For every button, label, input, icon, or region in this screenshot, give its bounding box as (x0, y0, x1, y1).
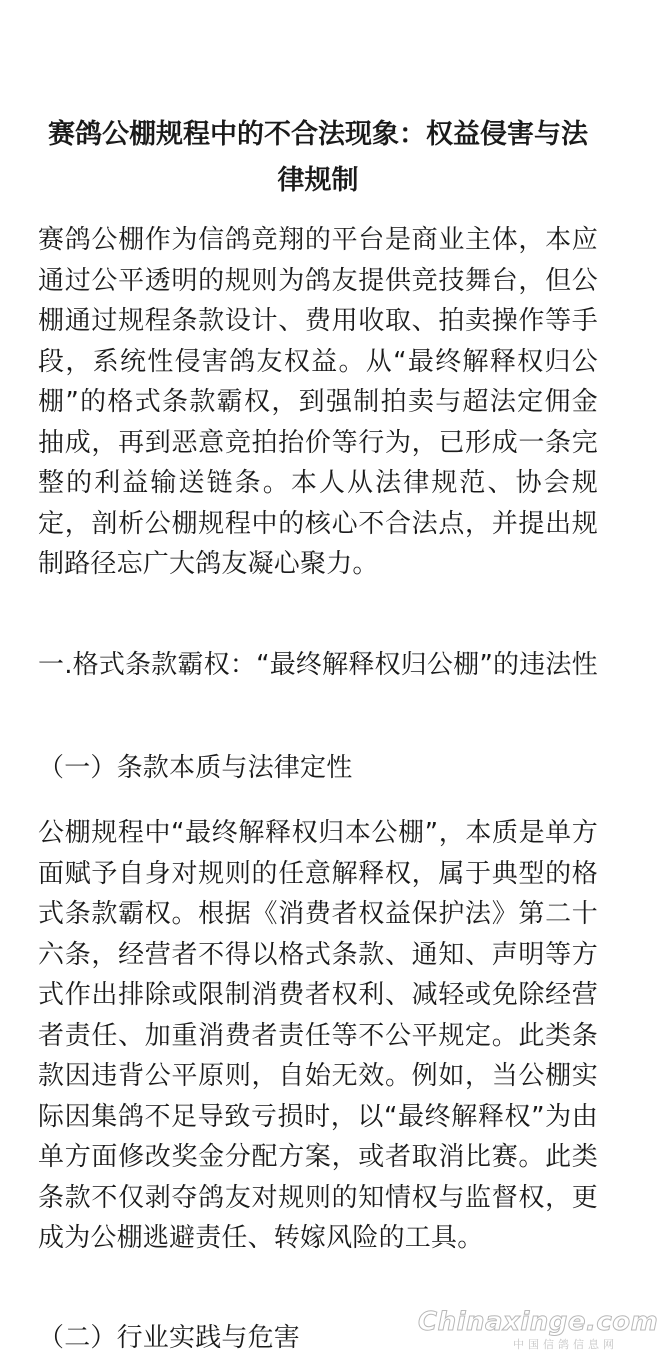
subsection-body: 公棚规程中“最终解释权归本公棚”，本质是单方面赋予自身对规则的任意解释权，属于典型的格式条款霸权。根据《消费者权益保护法》第二十六条，经营者不得以格式条款、通知、声明等方式作出排除或限制消费者权利、减轻或免除经营者责任、加重消费者责任等不公平规定。此类条款因违背公平原则，自始无效。例如，当公棚实际因集鸽不足导致亏损时，以“最终解释权”为由单方面修改奖金分配方案，或者取消比赛。此类条款不仅剥夺鸽友对规则的知情权与监督权，更成为公棚逃避责任、转嫁风险的工具。 (38, 818, 598, 1253)
subsection-heading: （一）条款本质与法律定性 (38, 753, 353, 783)
article-title: 赛鸽公棚规程中的不合法现象：权益侵害与法律规制 (48, 119, 588, 196)
subsection-heading-2: （二）行业实践与危害 (38, 1323, 301, 1353)
intro-paragraph: 赛鸽公棚作为信鸽竞翔的平台是商业主体，本应通过公平透明的规则为鸽友提供竞技舞台，但公棚通过规程条款设计、费用收取、拍卖操作等手段，系统性侵害鸽友权益。从“最终解释权归公棚”的格式条款霸权，到强制拍卖与超法定佣金抽成，再到恶意竞拍抬价等行为，已形成一条完整的利益输送链条。本人从法律规范、协会规定，剖析公棚规程中的核心不合法点，并提出规制路径忘广大鸽友凝心聚力。 (38, 225, 598, 579)
site-watermark (418, 1307, 658, 1352)
watermark-subtitle: 中国信鸽信息网 (513, 1338, 618, 1351)
watermark-logo-text: Chinaxinge.com (418, 1307, 658, 1337)
section-heading: 一.格式条款霸权：“最终解释权归公棚”的违法性 (38, 650, 598, 680)
